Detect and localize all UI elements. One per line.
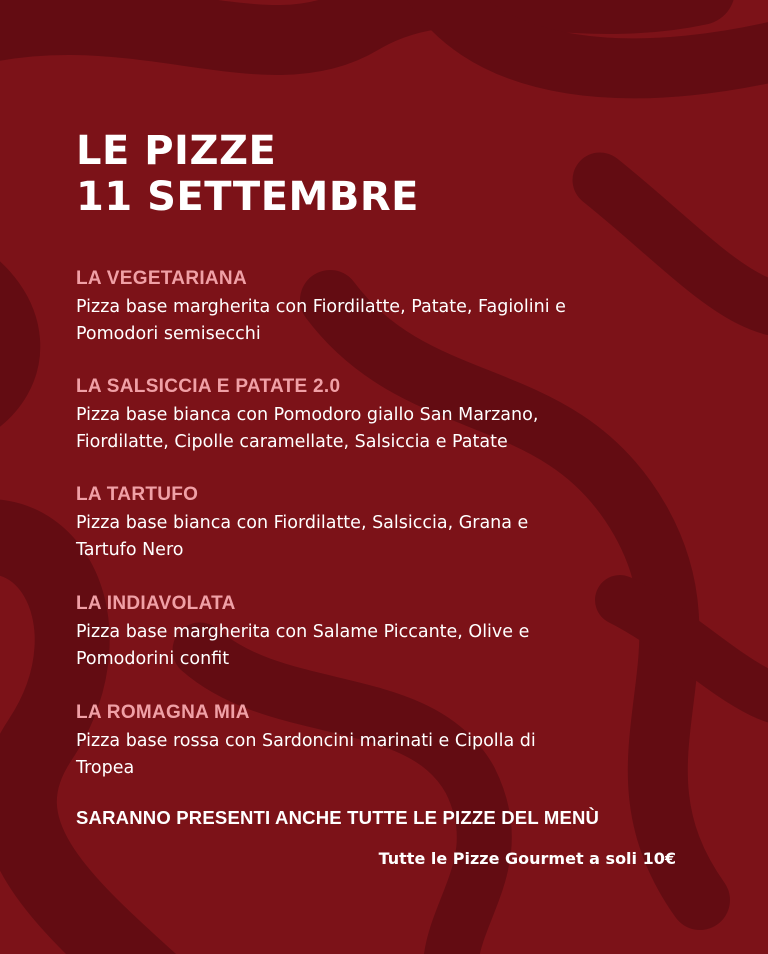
pizza-description-line: Pizza base rossa con Sardoncini marinati e Cipolla di — [76, 731, 536, 751]
pizza-description-line: Tartufo Nero — [76, 540, 184, 560]
pizza-item-salsiccia-e-patate — [76, 374, 716, 456]
title-line-1: LE PIZZE — [76, 128, 277, 174]
pizza-name: LA ROMAGNA MIA — [76, 702, 250, 723]
pizza-name: LA SALSICCIA E PATATE 2.0 — [76, 376, 341, 397]
page-title — [76, 128, 419, 220]
pizza-description-line: Pizza base margherita con Salame Piccante, Olive e — [76, 622, 530, 642]
pizza-item-tartufo — [76, 482, 716, 564]
pizza-name: LA VEGETARIANA — [76, 268, 247, 289]
pizza-description — [76, 510, 716, 564]
pizza-name: LA TARTUFO — [76, 484, 199, 505]
pizza-description-line: Pizza base bianca con Fiordilatte, Salsiccia, Grana e — [76, 513, 529, 533]
pizza-description-line: Fiordilatte, Cipolle caramellate, Salsiccia e Patate — [76, 432, 508, 452]
pizza-description — [76, 619, 716, 673]
pizza-description — [76, 294, 716, 348]
pizza-description-line: Tropea — [76, 758, 135, 778]
pizza-description — [76, 728, 716, 782]
pizza-item-vegetariana — [76, 266, 716, 348]
price-note: Tutte le Pizze Gourmet a soli 10€ — [378, 849, 676, 868]
pizza-item-indiavolata — [76, 591, 716, 673]
title-line-2: 11 SETTEMBRE — [76, 174, 419, 220]
pizza-description-line: Pizza base margherita con Fiordilatte, Patate, Fagiolini e — [76, 297, 566, 317]
pizza-item-romagna-mia — [76, 700, 716, 782]
pizza-name: LA INDIAVOLATA — [76, 593, 236, 614]
pizza-description-line: Pizza base bianca con Pomodoro giallo San Marzano, — [76, 405, 539, 425]
menu-note: SARANNO PRESENTI ANCHE TUTTE LE PIZZE DEL MENÙ — [76, 807, 600, 828]
pizza-description-line: Pomodorini confit — [76, 649, 230, 669]
pizza-description-line: Pomodori semisecchi — [76, 324, 261, 344]
pizza-description — [76, 402, 716, 456]
